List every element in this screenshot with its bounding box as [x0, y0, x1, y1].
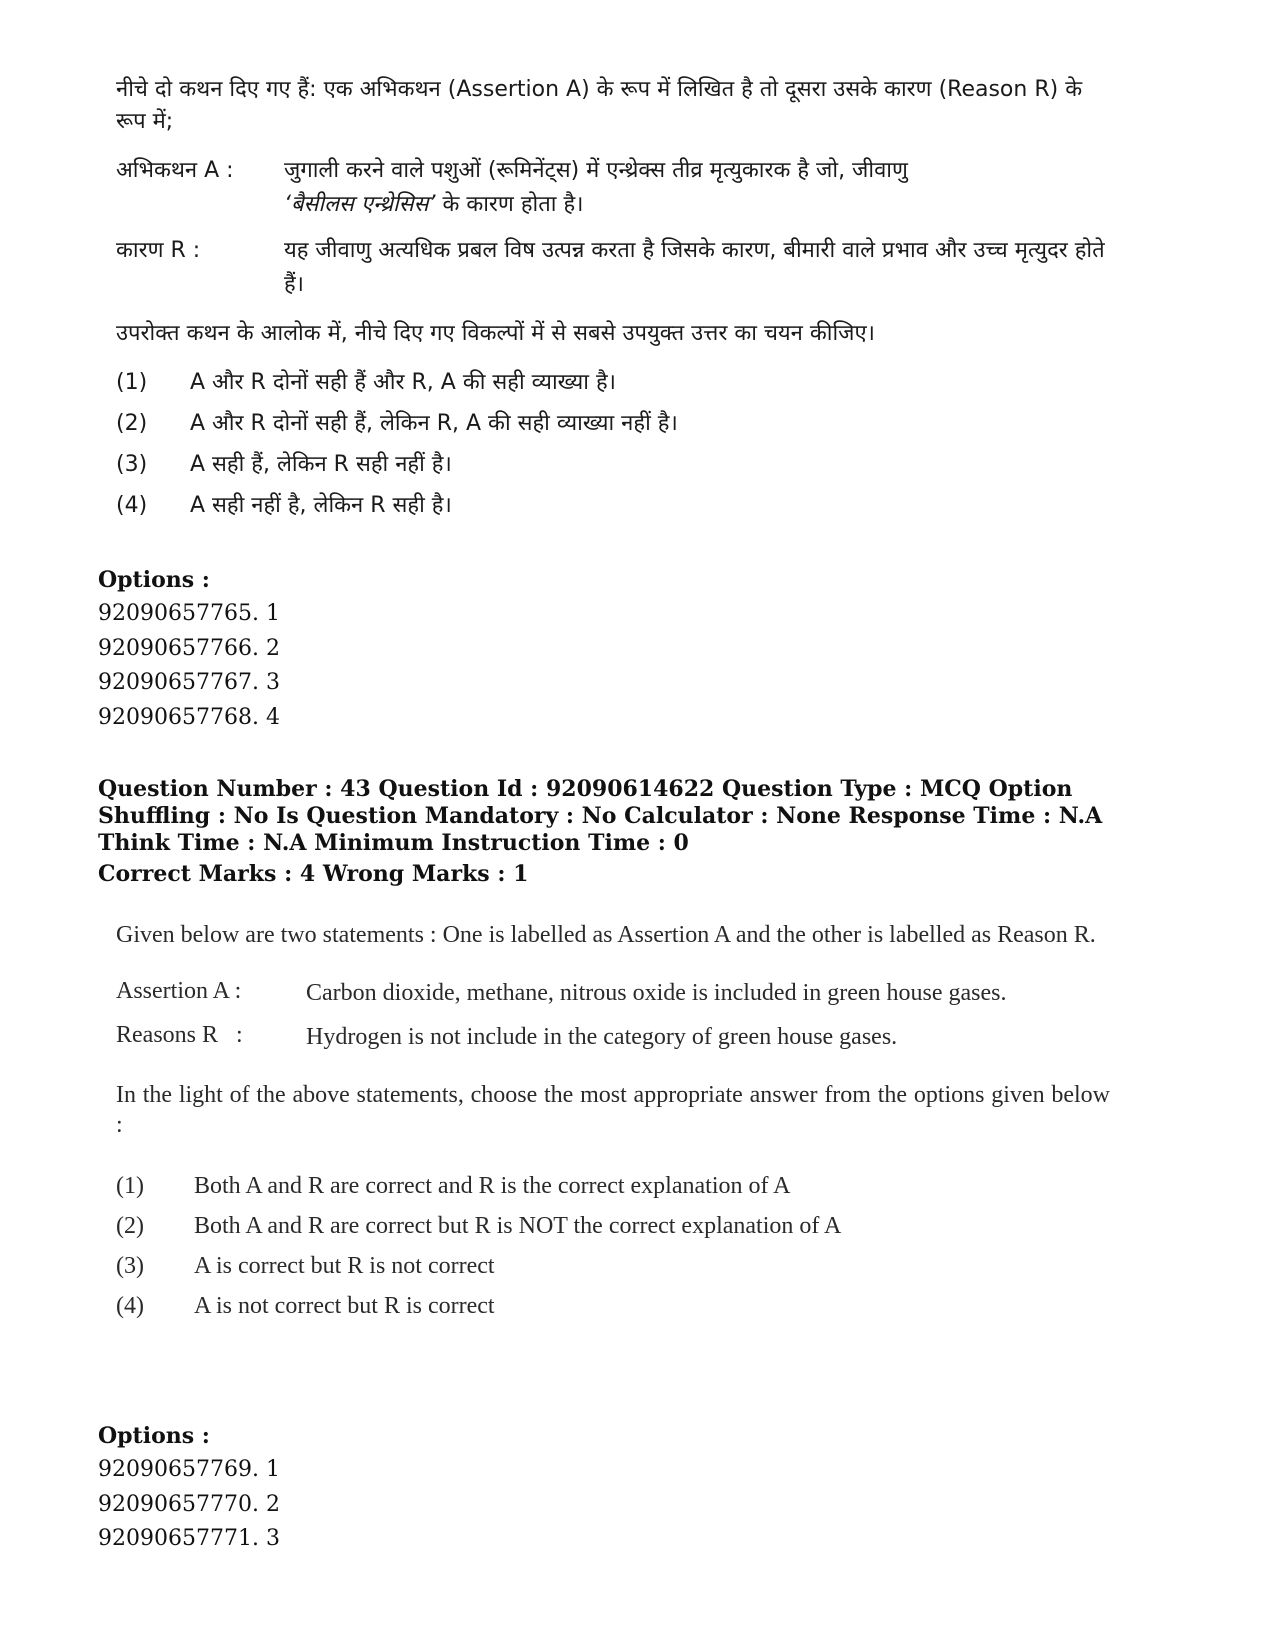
- english-assertion-row: [116, 978, 1110, 1008]
- option-item: 92090657766. 2: [98, 635, 280, 661]
- english-question: [116, 920, 1110, 1326]
- hindi-assertion-text: [284, 154, 1116, 222]
- english-assertion-text: Carbon dioxide, methane, nitrous oxide is included in green house gases.: [306, 980, 1007, 1006]
- choice-text: A is correct but R is not correct: [194, 1253, 495, 1279]
- option-item: 92090657769. 1: [98, 1457, 280, 1482]
- choice-number: (2): [116, 1213, 144, 1239]
- option-item: 92090657770. 2: [98, 1491, 280, 1517]
- choice-number: (3): [116, 1253, 144, 1279]
- option-item: 92090657765. 1: [98, 601, 280, 626]
- english-intro: Given below are two statements : One is labelled as Assertion A and the other is labelled as Reason R.: [116, 922, 1096, 948]
- english-choice: [116, 1166, 1110, 1206]
- choice-text: Both A and R are correct and R is the correct explanation of A: [194, 1173, 791, 1199]
- options-list-2: [98, 1419, 498, 1557]
- options-heading: Options :: [98, 1423, 210, 1449]
- hindi-reason-label: कारण R :: [116, 238, 201, 263]
- hindi-assertion-label: अभिकथन A :: [116, 158, 234, 183]
- english-reason-text: Hydrogen is not include in the category of green house gases.: [306, 1024, 898, 1050]
- hindi-instruction: उपरोक्त कथन के आलोक में, नीचे दिए गए विकल्पों में से सबसे उपयुक्त उत्तर का चयन कीजिए।: [116, 321, 875, 346]
- option-item: 92090657768. 4: [98, 704, 280, 730]
- choice-text: A और R दोनों सही हैं और R, A की सही व्याख्या है।: [190, 370, 616, 395]
- english-reason-label: Reasons R :: [116, 1022, 243, 1048]
- choice-number: (3): [116, 452, 148, 477]
- hindi-intro: नीचे दो कथन दिए गए हैं: एक अभिकथन (Assertion A) के रूप में लिखित है तो दूसरा उसके कारण (Reason R) के रूप में;: [116, 77, 1083, 134]
- choice-number: (2): [116, 411, 148, 436]
- hindi-reason-text: यह जीवाणु अत्यधिक प्रबल विष उत्पन्न करता है जिसके कारण, बीमारी वाले प्रभाव और उच्च मृत्युदर होते हैं।: [284, 238, 1105, 297]
- hindi-assertion-text-2: के कारण होता है।: [435, 192, 584, 217]
- english-reason-row: [116, 1022, 1110, 1052]
- english-assertion-label: Assertion A :: [116, 978, 242, 1004]
- hindi-assertion-row: [116, 154, 1116, 222]
- choice-text: A is not correct but R is correct: [194, 1293, 495, 1319]
- hindi-assertion-text-1: जुगाली करने वाले पशुओं (रूमिनेंट्स) में एन्थ्रेक्स तीव्र मृत्युकारक है जो, जीवाणु: [284, 158, 908, 183]
- hindi-choice: [116, 362, 1116, 403]
- english-choice: [116, 1206, 1110, 1246]
- choice-text: A और R दोनों सही हैं, लेकिन R, A की सही व्याख्या नहीं है।: [190, 411, 678, 436]
- hindi-question: [116, 74, 1116, 526]
- hindi-reason-row: [116, 234, 1116, 302]
- english-instruction: In the light of the above statements, choose the most appropriate answer from the options given below :: [116, 1082, 1110, 1138]
- hindi-assertion-italic: ‘बैसीलस एन्थ्रेसिस’: [284, 192, 436, 217]
- hindi-choice: [116, 403, 1116, 444]
- choice-text: A सही नहीं है, लेकिन R सही है।: [190, 493, 452, 518]
- options-list-1: [98, 563, 498, 735]
- choice-text: Both A and R are correct but R is NOT the correct explanation of A: [194, 1213, 842, 1239]
- choice-number: (1): [116, 370, 148, 395]
- option-item: 92090657767. 3: [98, 670, 280, 695]
- english-choice: [116, 1286, 1110, 1326]
- choice-number: (1): [116, 1173, 144, 1199]
- english-choice: [116, 1246, 1110, 1286]
- options-heading: Options :: [98, 567, 210, 593]
- question-meta: Question Number : 43 Question Id : 92090614622 Question Type : MCQ Option Shuffling : No Is Question Mandatory : No Calculator : None Response Time : N.A Think Time : N.A Minimum Instruction Time : 0: [98, 776, 1103, 856]
- option-item: 92090657771. 3: [98, 1526, 280, 1551]
- choice-number: (4): [116, 1293, 144, 1319]
- hindi-choice: [116, 444, 1116, 485]
- choice-text: A सही हैं, लेकिन R सही नहीं है।: [190, 452, 452, 477]
- question-marks: Correct Marks : 4 Wrong Marks : 1: [98, 861, 529, 887]
- hindi-choice: [116, 485, 1116, 526]
- choice-number: (4): [116, 493, 148, 518]
